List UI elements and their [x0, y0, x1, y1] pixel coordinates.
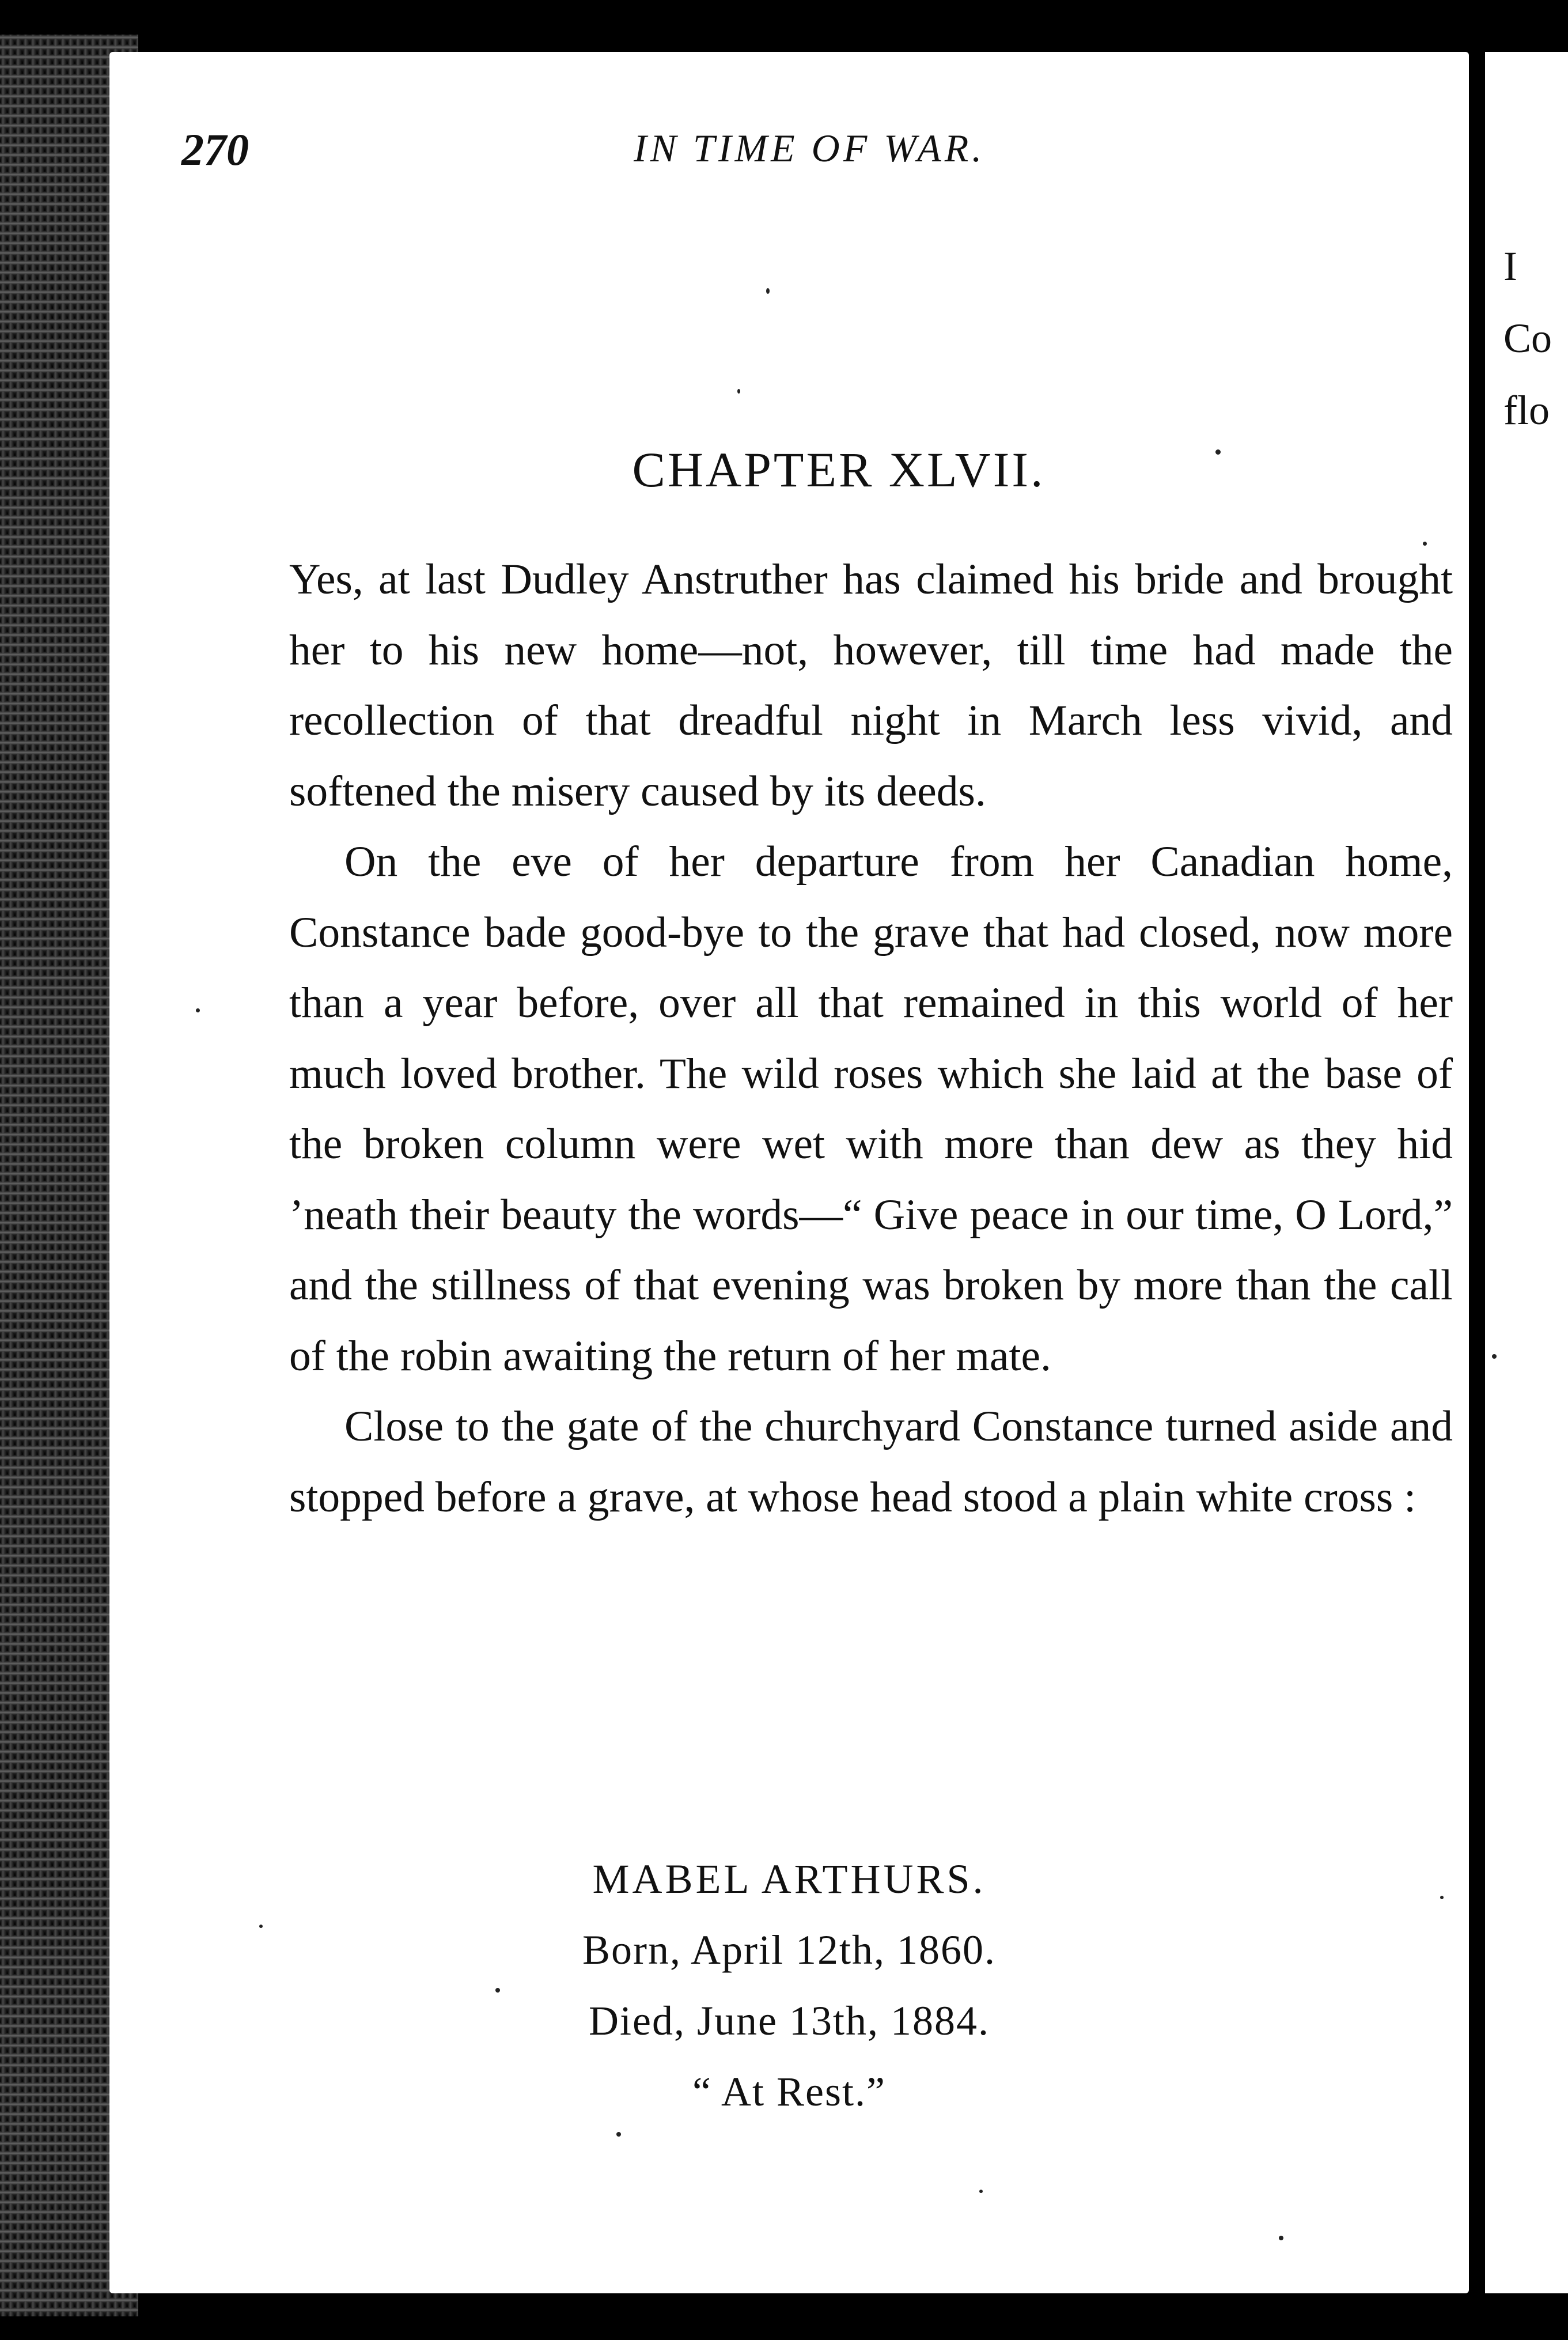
- paragraph: Yes, at last Dudley Anstruther has claimed his bride and brought her to his new home—not, however, till time had made the recollection of that dreadful night in March less vivid, and softened the misery caused by its deeds.: [289, 555, 1453, 815]
- scan-speck: [1492, 1354, 1497, 1359]
- scan-speck: [1440, 1896, 1444, 1899]
- chapter-title: CHAPTER XLVII.: [632, 442, 1046, 497]
- scan-speck: [766, 288, 770, 294]
- scan-speck: [495, 1988, 500, 1993]
- paragraph: Close to the gate of the churchyard Constance turned aside and stopped before a grave, at whose head stood a plain white cross :: [289, 1403, 1453, 1521]
- epitaph-born: Born, April 12th, 1860.: [582, 1927, 996, 1973]
- page-number: 270: [181, 124, 249, 175]
- scan-speck: [1215, 449, 1221, 455]
- scan-speck: [259, 1925, 263, 1928]
- running-head: IN TIME OF WAR.: [634, 126, 986, 170]
- scan-speck: [1279, 2236, 1283, 2240]
- paragraph: On the eve of her departure from her Canadian home, Constance bade good-bye to the grave that had closed, now more than a year before, over all that remained in this world of her much loved brother. The wild roses which she laid at the base of the broken column were wet with more than dew as they hid ’neath their beauty the words—“ Give peace in our time, O Lord,” and the stillness of that evening was broken by more than the call of the robin awaiting the return of her mate.: [289, 838, 1453, 1380]
- scan-speck: [616, 2132, 621, 2137]
- scan-speck: [979, 2190, 983, 2193]
- epitaph-name: MABEL ARTHURS.: [592, 1856, 986, 1902]
- scan-speck: [737, 389, 740, 394]
- scan-speck: [196, 1008, 200, 1012]
- scan-speck: [1423, 542, 1427, 546]
- chapter-body: [289, 545, 1453, 1533]
- epitaph-died: Died, June 13th, 1884.: [589, 1998, 990, 2044]
- facing-page-text-fragment: I Co flo: [1503, 243, 1552, 433]
- epitaph-motto: “ At Rest.”: [692, 2069, 886, 2115]
- epitaph: [109, 1844, 1469, 2127]
